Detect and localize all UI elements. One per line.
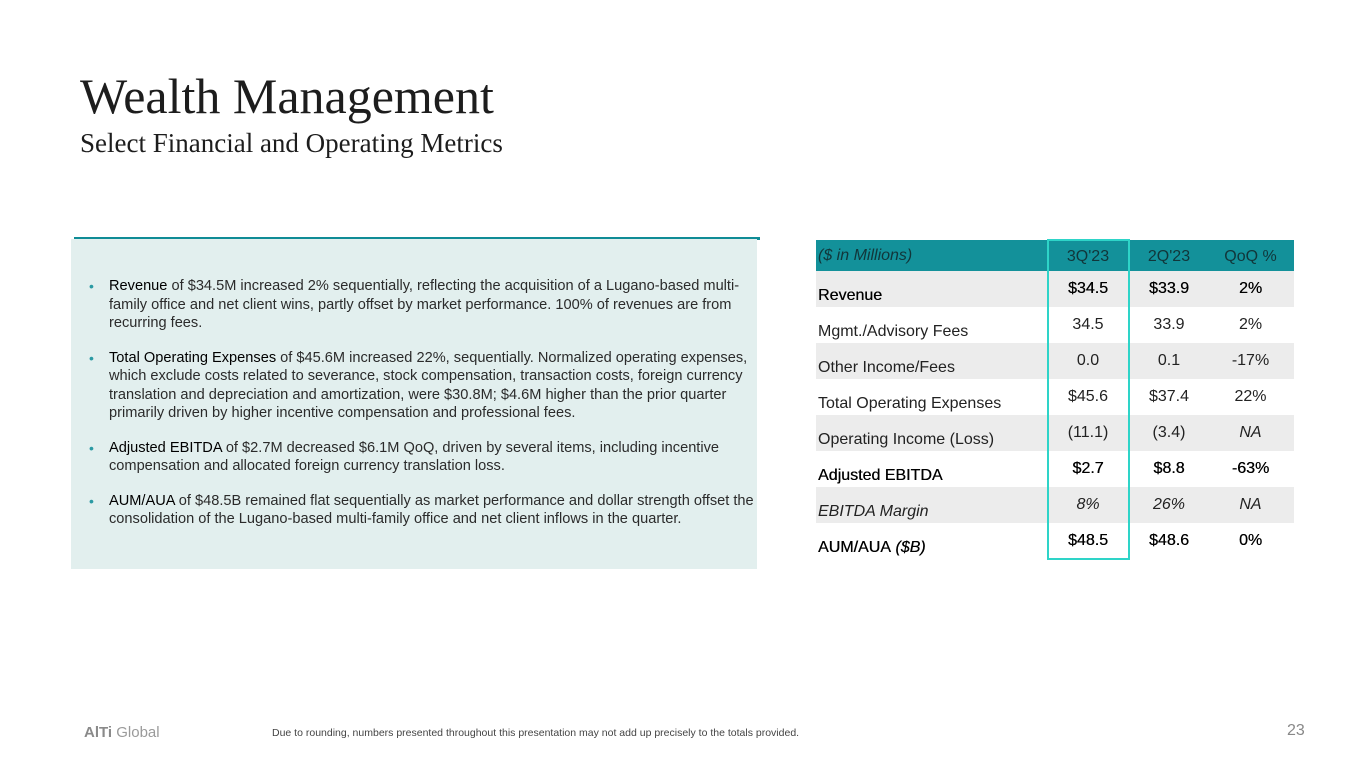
bullet-lead: Adjusted EBITDA <box>109 439 222 456</box>
bullet-text: of $34.5M increased 2% sequentially, reflecting the acquisition of a Lugano-based multi-family office and net client wins, partly offset by market performance. 100% of revenues are from recurring fees. <box>109 278 740 331</box>
cell-2q23: 26% <box>1152 496 1186 513</box>
cell-qoq: -63% <box>1231 460 1270 477</box>
cell-3q23: $2.7 <box>1072 460 1104 477</box>
table-row <box>816 379 1294 415</box>
cell-qoq: -17% <box>1231 352 1270 369</box>
cell-3q23: 8% <box>1076 496 1100 513</box>
bullet-lead: AUM/AUA <box>109 492 175 509</box>
row-label: Other Income/Fees <box>818 359 955 376</box>
table-row <box>816 343 1294 379</box>
cell-qoq: NA <box>1239 496 1262 513</box>
bullet-text: of $48.5B remained flat sequentially as market performance and dollar strength offset the consolidation of the Lugano-based multi-family office and net client inflows in the quarter. <box>109 492 754 527</box>
brand-logo-bold: AlTi <box>84 724 113 741</box>
cell-qoq: 22% <box>1234 388 1267 405</box>
cell-qoq: 2% <box>1238 316 1263 333</box>
bullet-lead: Total Operating Expenses <box>109 349 277 366</box>
table-row <box>816 415 1294 451</box>
cell-3q23: $45.6 <box>1067 388 1109 405</box>
bullet-operating-expenses <box>89 349 757 423</box>
table-row <box>816 523 1294 559</box>
table-row <box>816 271 1294 307</box>
row-label: Total Operating Expenses <box>818 395 1002 412</box>
cell-qoq: NA <box>1239 424 1262 441</box>
row-label <box>816 523 1047 559</box>
bullet-lead: Revenue <box>109 278 168 294</box>
bullet-aum-aua <box>89 492 757 529</box>
cell-2q23: $37.4 <box>1148 388 1190 405</box>
table-row <box>816 487 1294 523</box>
cell-2q23: 0.1 <box>1157 352 1181 369</box>
metrics-table <box>816 240 1294 559</box>
cell-2q23: $33.9 <box>1148 280 1190 297</box>
rounding-disclaimer: Due to rounding, numbers presented throughout this presentation may not add up precisely to the totals provided. <box>272 727 800 739</box>
page-title: Wealth Management <box>80 68 494 124</box>
row-label-text: AUM/AUA <box>818 539 891 556</box>
table-row <box>816 307 1294 343</box>
bullet-dot-icon: • <box>89 278 94 294</box>
row-label: Adjusted EBITDA <box>818 467 943 484</box>
table-header-row <box>816 240 1294 271</box>
brand-logo <box>84 724 160 741</box>
cell-3q23: (11.1) <box>1067 424 1109 441</box>
row-label: Operating Income (Loss) <box>818 431 995 448</box>
cell-3q23: $34.5 <box>1067 280 1109 297</box>
page-number: 23 <box>1287 722 1305 739</box>
cell-3q23: $48.5 <box>1067 532 1109 549</box>
bullet-dot-icon: • <box>89 492 94 509</box>
cell-2q23: (3.4) <box>1152 424 1186 441</box>
header-2q23: 2Q'23 <box>1147 247 1191 265</box>
bullet-dot-icon: • <box>89 439 94 456</box>
cell-2q23: 33.9 <box>1153 316 1185 333</box>
header-units: ($ in Millions) <box>818 246 913 264</box>
bullet-revenue <box>89 277 757 333</box>
commentary-panel <box>71 239 757 569</box>
bullet-text: of $45.6M increased 22%, sequentially. Normalized operating expenses, which exclude costs related to severance, stock compensation, transaction costs, foreign currency translation and depreciation and amortization, were $30.8M; $4.6M higher than the prior quarter primarily driven by higher incentive compensation and professional fees. <box>109 349 748 421</box>
cell-2q23: $8.8 <box>1153 460 1185 477</box>
header-qoq: QoQ % <box>1224 247 1277 265</box>
bullet-text: of $2.7M decreased $6.1M QoQ, driven by several items, including incentive compensation and allocated foreign currency translation loss. <box>109 439 720 474</box>
page-subtitle: Select Financial and Operating Metrics <box>80 128 503 158</box>
cell-3q23: 34.5 <box>1072 316 1104 333</box>
row-label: Revenue <box>818 287 883 304</box>
cell-3q23: 0.0 <box>1076 352 1100 369</box>
cell-2q23: $48.6 <box>1148 532 1190 549</box>
header-3q23: 3Q'23 <box>1066 247 1110 265</box>
row-label: Mgmt./Advisory Fees <box>818 323 969 340</box>
brand-logo-rest: Global <box>112 724 160 741</box>
cell-qoq: 2% <box>1238 280 1263 297</box>
table-row <box>816 451 1294 487</box>
bullet-dot-icon: • <box>89 349 94 366</box>
bullet-adjusted-ebitda <box>89 439 757 476</box>
row-label-suffix: ($B) <box>895 539 926 556</box>
commentary-bullets <box>89 277 757 545</box>
row-label: EBITDA Margin <box>818 503 929 520</box>
cell-qoq: 0% <box>1238 532 1263 549</box>
